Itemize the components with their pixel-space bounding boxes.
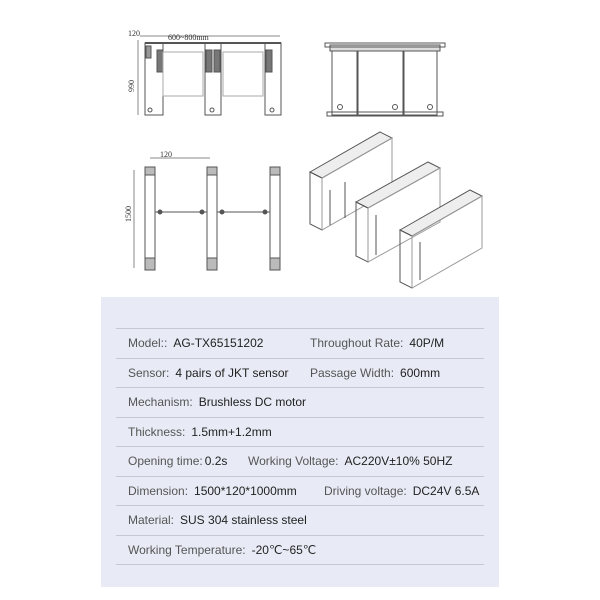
spec-label-working-temperature: Working Temperature: (128, 542, 246, 557)
spec-label-sensor: Sensor: (128, 365, 170, 380)
spec-label-driving-voltage: Driving voltage: (324, 483, 407, 498)
spec-row-opening-time (116, 446, 484, 476)
dim-top-length: 1500 (124, 206, 133, 222)
spec-label-dimension: Dimension: (128, 483, 189, 498)
spec-row-dimension (116, 476, 484, 506)
spec-value-thickness: 1.5mm+1.2mm (191, 424, 272, 439)
spec-label-material: Material: (128, 513, 175, 528)
spec-value-dimension: 1500*120*1000mm (194, 483, 297, 498)
spec-label-mechanism: Mechanism: (128, 395, 193, 410)
side-view-drawing (325, 43, 445, 116)
spec-value-throughput: 40P/M (409, 336, 445, 351)
spec-row-material (116, 505, 484, 535)
dim-front-gap: 600~800mm (168, 33, 209, 42)
spec-value-model: AG-TX65151202 (173, 336, 264, 351)
spec-value-passage-width: 600mm (400, 365, 441, 380)
spec-value-sensor: 4 pairs of JKT sensor (175, 365, 289, 380)
spec-table (116, 328, 484, 565)
spec-row-mechanism (116, 387, 484, 417)
isometric-view-drawing (310, 132, 482, 288)
spec-value-driving-voltage: DC24V 6.5A (412, 483, 480, 498)
spec-row-sensor (116, 358, 484, 388)
top-view-drawing (134, 158, 280, 270)
spec-row-thickness (116, 417, 484, 447)
spec-label-opening-time: Opening time: (128, 454, 203, 469)
spec-label-model: Model:: (128, 336, 168, 351)
spec-value-working-temperature: -20℃~65℃ (251, 542, 317, 557)
spec-row-working-temperature (116, 535, 484, 566)
spec-label-throughput: Throughout Rate: (310, 336, 404, 351)
technical-drawings (0, 0, 600, 290)
dim-top-width: 120 (160, 150, 172, 159)
dim-front-width: 120 (128, 29, 140, 38)
spec-value-material: SUS 304 stainless steel (180, 513, 307, 528)
spec-label-working-voltage: Working Voltage: (248, 454, 339, 469)
spec-value-working-voltage: AC220V±10% 50HZ (344, 454, 453, 469)
spec-value-mechanism: Brushless DC motor (198, 395, 307, 410)
spec-row-model (116, 328, 484, 358)
front-view-drawing (138, 36, 281, 115)
spec-label-thickness: Thickness: (128, 424, 186, 439)
spec-label-passage-width: Passage Width: (310, 365, 395, 380)
spec-value-opening-time: 0.2s (204, 454, 228, 469)
dim-front-height: 990 (127, 80, 136, 92)
